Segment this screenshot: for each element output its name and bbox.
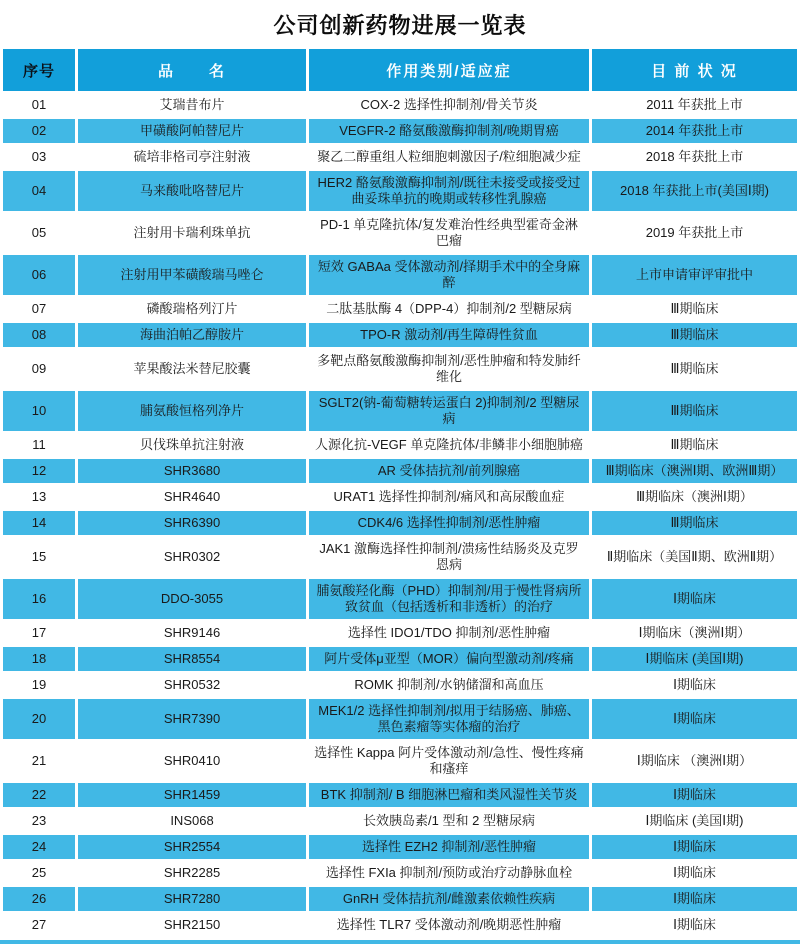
drug-category-indication: GnRH 受体拮抗剂/雌激素依赖性疾病 (309, 887, 589, 911)
table-row (3, 297, 797, 321)
drug-current-status: 2014 年获批上市 (592, 119, 797, 143)
drug-category-indication: COX-2 选择性抑制剂/骨关节炎 (309, 93, 589, 117)
drug-current-status: Ⅲ期临床 (592, 297, 797, 321)
drug-name: SHR2554 (78, 835, 306, 859)
table-row (3, 647, 797, 671)
row-serial-number: 08 (3, 323, 75, 347)
table-row (3, 673, 797, 697)
drug-progress-table (0, 47, 800, 939)
drug-name: SHR4640 (78, 485, 306, 509)
drug-name: 注射用甲苯磺酸瑞马唑仑 (78, 255, 306, 295)
drug-category-indication: 聚乙二醇重组人粒细胞刺激因子/粒细胞减少症 (309, 145, 589, 169)
bottom-border-bar (0, 940, 800, 944)
drug-category-indication: 选择性 FXIa 抑制剂/预防或治疗动静脉血栓 (309, 861, 589, 885)
drug-name: SHR1459 (78, 783, 306, 807)
drug-name: SHR7390 (78, 699, 306, 739)
drug-category-indication: 多靶点酪氨酸激酶抑制剂/恶性肿瘤和特发肺纤维化 (309, 349, 589, 389)
drug-current-status: 2019 年获批上市 (592, 213, 797, 253)
row-serial-number: 24 (3, 835, 75, 859)
table-row (3, 145, 797, 169)
drug-name: SHR0532 (78, 673, 306, 697)
drug-name: 甲磺酸阿帕替尼片 (78, 119, 306, 143)
drug-current-status: Ⅰ期临床 (592, 861, 797, 885)
drug-current-status: 2018 年获批上市 (592, 145, 797, 169)
drug-current-status: Ⅰ期临床（澳洲Ⅰ期） (592, 621, 797, 645)
drug-name: 注射用卡瑞利珠单抗 (78, 213, 306, 253)
drug-name: SHR2150 (78, 913, 306, 937)
drug-current-status: Ⅰ期临床 (592, 913, 797, 937)
drug-name: 脯氨酸恒格列净片 (78, 391, 306, 431)
drug-category-indication: PD-1 单克隆抗体/复发难治性经典型霍奇金淋巴瘤 (309, 213, 589, 253)
drug-name: 硫培非格司亭注射液 (78, 145, 306, 169)
row-serial-number: 15 (3, 537, 75, 577)
drug-current-status: Ⅲ期临床 (592, 511, 797, 535)
row-serial-number: 27 (3, 913, 75, 937)
drug-category-indication: 二肽基肽酶 4（DPP-4）抑制剂/2 型糖尿病 (309, 297, 589, 321)
drug-current-status: Ⅲ期临床（澳洲Ⅰ期、欧洲Ⅲ期） (592, 459, 797, 483)
table-row (3, 741, 797, 781)
drug-current-status: Ⅰ期临床 (592, 673, 797, 697)
drug-category-indication: 长效胰岛素/1 型和 2 型糖尿病 (309, 809, 589, 833)
table-row (3, 861, 797, 885)
row-serial-number: 01 (3, 93, 75, 117)
drug-category-indication: MEK1/2 选择性抑制剂/拟用于结肠癌、肺癌、黑色素瘤等实体瘤的治疗 (309, 699, 589, 739)
row-serial-number: 13 (3, 485, 75, 509)
drug-name: SHR9146 (78, 621, 306, 645)
row-serial-number: 03 (3, 145, 75, 169)
drug-current-status: Ⅲ期临床 (592, 433, 797, 457)
drug-category-indication: 选择性 EZH2 抑制剂/恶性肿瘤 (309, 835, 589, 859)
table-row (3, 459, 797, 483)
table-row (3, 213, 797, 253)
table-row (3, 835, 797, 859)
drug-current-status: 上市申请审评审批中 (592, 255, 797, 295)
row-serial-number: 09 (3, 349, 75, 389)
drug-category-indication: SGLT2(钠-葡萄糖转运蛋白 2)抑制剂/2 型糖尿病 (309, 391, 589, 431)
drug-category-indication: 脯氨酸羟化酶（PHD）抑制剂/用于慢性肾病所致贫血（包括透析和非透析）的治疗 (309, 579, 589, 619)
header-serial-number: 序号 (3, 49, 75, 91)
drug-current-status: Ⅲ期临床 (592, 323, 797, 347)
drug-name: 贝伐珠单抗注射液 (78, 433, 306, 457)
row-serial-number: 21 (3, 741, 75, 781)
drug-current-status: Ⅰ期临床 (592, 579, 797, 619)
table-row (3, 119, 797, 143)
drug-name: 马来酸吡咯替尼片 (78, 171, 306, 211)
drug-category-indication: ROMK 抑制剂/水钠储溜和高血压 (309, 673, 589, 697)
row-serial-number: 18 (3, 647, 75, 671)
drug-category-indication: 选择性 IDO1/TDO 抑制剂/恶性肿瘤 (309, 621, 589, 645)
drug-name: SHR0302 (78, 537, 306, 577)
header-row (3, 49, 797, 91)
drug-category-indication: 选择性 Kappa 阿片受体激动剂/急性、慢性疼痛和瘙痒 (309, 741, 589, 781)
row-serial-number: 12 (3, 459, 75, 483)
row-serial-number: 10 (3, 391, 75, 431)
row-serial-number: 11 (3, 433, 75, 457)
drug-name: SHR3680 (78, 459, 306, 483)
table-row (3, 255, 797, 295)
row-serial-number: 16 (3, 579, 75, 619)
drug-current-status: Ⅰ期临床 (美国Ⅰ期) (592, 809, 797, 833)
drug-category-indication: CDK4/6 选择性抑制剂/恶性肿瘤 (309, 511, 589, 535)
drug-current-status: 2011 年获批上市 (592, 93, 797, 117)
row-serial-number: 07 (3, 297, 75, 321)
drug-name: 磷酸瑞格列汀片 (78, 297, 306, 321)
row-serial-number: 14 (3, 511, 75, 535)
header-product-name: 品 名 (78, 49, 306, 91)
drug-current-status: Ⅲ期临床（澳洲Ⅰ期） (592, 485, 797, 509)
drug-current-status: Ⅱ期临床（美国Ⅱ期、欧洲Ⅱ期） (592, 537, 797, 577)
row-serial-number: 02 (3, 119, 75, 143)
drug-current-status: Ⅲ期临床 (592, 349, 797, 389)
table-row (3, 621, 797, 645)
table-row (3, 323, 797, 347)
table-row (3, 579, 797, 619)
row-serial-number: 25 (3, 861, 75, 885)
drug-category-indication: VEGFR-2 酪氨酸激酶抑制剂/晚期胃癌 (309, 119, 589, 143)
table-row (3, 485, 797, 509)
page-title: 公司创新药物进展一览表 (273, 13, 527, 38)
drug-current-status: Ⅲ期临床 (592, 391, 797, 431)
drug-current-status: 2018 年获批上市(美国Ⅰ期) (592, 171, 797, 211)
row-serial-number: 17 (3, 621, 75, 645)
table-header (3, 49, 797, 91)
row-serial-number: 20 (3, 699, 75, 739)
row-serial-number: 19 (3, 673, 75, 697)
drug-current-status: Ⅰ期临床 （澳洲Ⅰ期） (592, 741, 797, 781)
table-row (3, 511, 797, 535)
table-row (3, 809, 797, 833)
header-category-indication: 作用类别/适应症 (309, 49, 589, 91)
drug-name: SHR0410 (78, 741, 306, 781)
row-serial-number: 04 (3, 171, 75, 211)
row-serial-number: 22 (3, 783, 75, 807)
drug-current-status: Ⅰ期临床 (592, 887, 797, 911)
drug-category-indication: TPO-R 激动剂/再生障碍性贫血 (309, 323, 589, 347)
drug-category-indication: 选择性 TLR7 受体激动剂/晚期恶性肿瘤 (309, 913, 589, 937)
table-row (3, 699, 797, 739)
drug-name: 苹果酸法米替尼胶囊 (78, 349, 306, 389)
drug-name: SHR6390 (78, 511, 306, 535)
drug-current-status: Ⅰ期临床 (美国Ⅰ期) (592, 647, 797, 671)
row-serial-number: 23 (3, 809, 75, 833)
drug-name: INS068 (78, 809, 306, 833)
drug-current-status: Ⅰ期临床 (592, 783, 797, 807)
row-serial-number: 05 (3, 213, 75, 253)
row-serial-number: 06 (3, 255, 75, 295)
drug-name: DDO-3055 (78, 579, 306, 619)
drug-current-status: Ⅰ期临床 (592, 699, 797, 739)
drug-name: SHR8554 (78, 647, 306, 671)
drug-table-body (3, 93, 797, 937)
table-row (3, 887, 797, 911)
header-current-status: 目 前 状 况 (592, 49, 797, 91)
drug-category-indication: JAK1 激酶选择性抑制剂/溃疡性结肠炎及克罗恩病 (309, 537, 589, 577)
table-row (3, 349, 797, 389)
drug-name: SHR7280 (78, 887, 306, 911)
drug-category-indication: BTK 抑制剂/ B 细胞淋巴瘤和类风湿性关节炎 (309, 783, 589, 807)
drug-category-indication: URAT1 选择性抑制剂/痛风和高尿酸血症 (309, 485, 589, 509)
drug-name: SHR2285 (78, 861, 306, 885)
drug-name: 艾瑞昔布片 (78, 93, 306, 117)
drug-category-indication: AR 受体拮抗剂/前列腺癌 (309, 459, 589, 483)
table-row (3, 391, 797, 431)
row-serial-number: 26 (3, 887, 75, 911)
table-row (3, 171, 797, 211)
drug-current-status: Ⅰ期临床 (592, 835, 797, 859)
drug-category-indication: 短效 GABAa 受体激动剂/择期手术中的全身麻醉 (309, 255, 589, 295)
drug-category-indication: 阿片受体μ亚型（MOR）偏向型激动剂/疼痛 (309, 647, 589, 671)
table-row (3, 537, 797, 577)
drug-name: 海曲泊帕乙醇胺片 (78, 323, 306, 347)
table-row (3, 433, 797, 457)
table-row (3, 783, 797, 807)
table-row (3, 93, 797, 117)
drug-category-indication: 人源化抗-VEGF 单克隆抗体/非鳞非小细胞肺癌 (309, 433, 589, 457)
table-row (3, 913, 797, 937)
drug-category-indication: HER2 酪氨酸激酶抑制剂/既往未接受或接受过曲妥珠单抗的晚期或转移性乳腺癌 (309, 171, 589, 211)
